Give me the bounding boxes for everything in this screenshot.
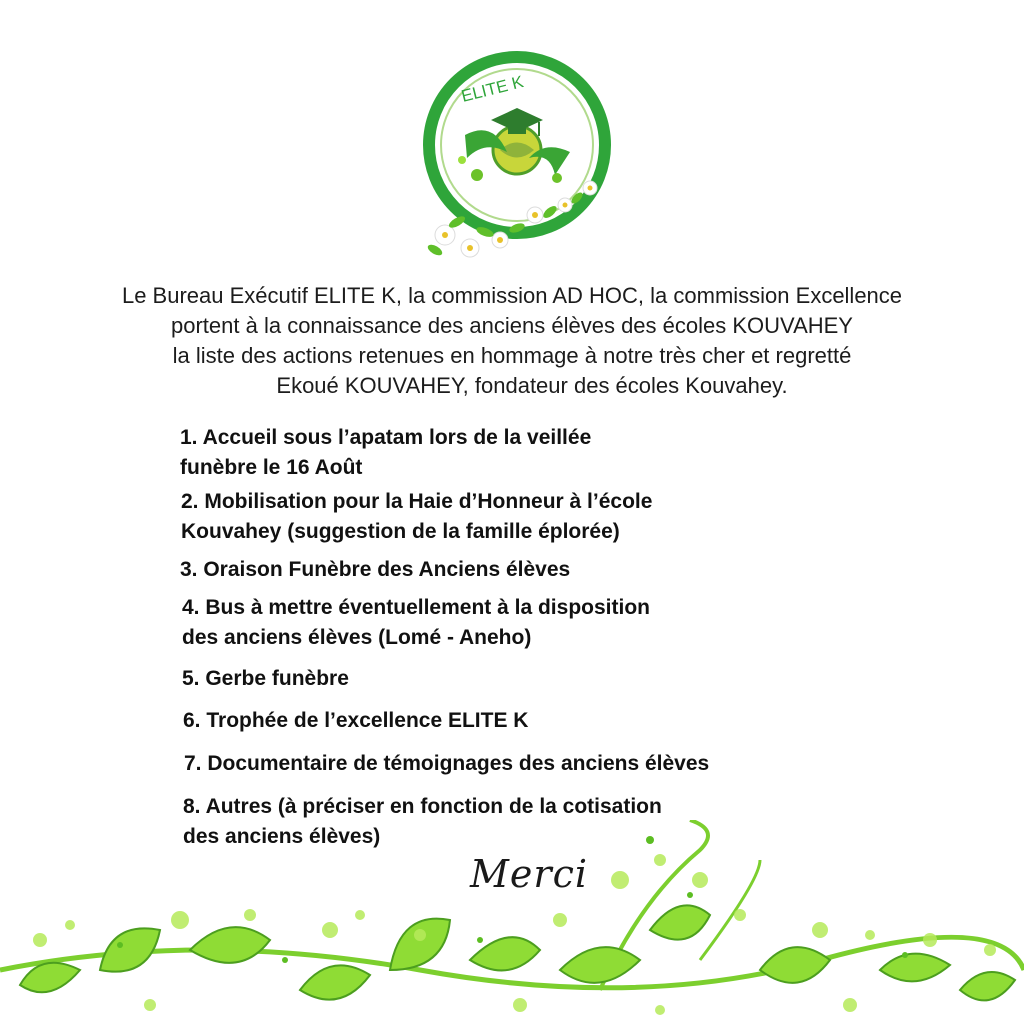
action-line: des anciens élèves) xyxy=(183,825,381,848)
intro-line: la liste des actions retenues en hommage à notre très cher et regretté xyxy=(172,343,852,368)
elite-k-logo xyxy=(405,40,630,265)
closing-signature: Merci xyxy=(470,852,588,896)
action-item-5 xyxy=(182,664,349,694)
action-line: funèbre le 16 Août xyxy=(180,456,363,479)
action-line: 3. Oraison Funèbre des Anciens élèves xyxy=(180,558,571,581)
action-line: 4. Bus à mettre éventuellement à la disposition xyxy=(182,596,650,619)
action-line: 2. Mobilisation pour la Haie d’Honneur à l’école xyxy=(181,490,653,513)
action-line: des anciens élèves (Lomé - Aneho) xyxy=(182,626,532,649)
action-item-6 xyxy=(183,706,528,736)
action-item-7 xyxy=(184,749,709,779)
action-item-3 xyxy=(180,555,570,585)
action-line: 8. Autres (à préciser en fonction de la cotisation xyxy=(183,795,662,818)
action-item-4 xyxy=(182,593,650,653)
action-line: 7. Documentaire de témoignages des anciens élèves xyxy=(184,752,710,775)
intro-line: portent à la connaissance des anciens élèves des écoles KOUVAHEY xyxy=(171,313,853,338)
intro-paragraph xyxy=(20,281,1004,401)
action-line: Kouvahey (suggestion de la famille éplorée) xyxy=(181,520,620,543)
action-item-1 xyxy=(180,423,591,483)
intro-line: Le Bureau Exécutif ELITE K, la commission AD HOC, la commission Excellence xyxy=(121,283,903,308)
action-item-2 xyxy=(181,487,652,547)
action-line: 6. Trophée de l’excellence ELITE K xyxy=(183,709,529,732)
foliage-border xyxy=(0,820,1024,1024)
action-line: 5. Gerbe funèbre xyxy=(182,667,349,690)
logo-text: ELITE K xyxy=(459,72,526,106)
action-line: 1. Accueil sous l’apatam lors de la veillée xyxy=(180,426,592,449)
intro-line: Ekoué KOUVAHEY, fondateur des écoles Kouvahey. xyxy=(276,373,788,398)
